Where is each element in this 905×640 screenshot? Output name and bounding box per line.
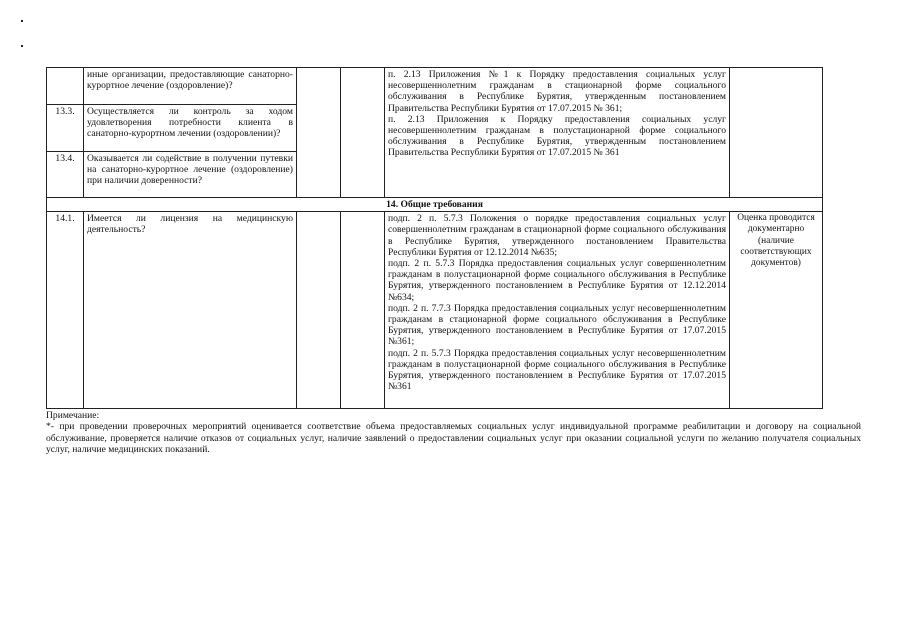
item-number: [47, 68, 84, 105]
question-cell: Оказывается ли содействие в получении путевки на санаторно-курортное лечение (оздоровление) при наличии доверенности?: [84, 152, 297, 198]
verdict-cell: [730, 68, 823, 198]
footnote-text: *- при проведении проверочных мероприятий оценивается соответствие объема предоставляемых социальных услуг индивидуальной программе реабилитации и договору на социальной обслуживание, проверяется наличие отказов от социальных услуг, наличие заявлений о предоставлении социальных услуг при оказании социальной услуги по желанию получателя социальных услуг, наличие медицинских показаний.: [46, 421, 861, 456]
basis-line: подп. 2 п. 5.7.3 Порядка предоставления социальных услуг совершеннолетним гражданам в полустационарной форме социального обслуживания в Республике Бурятия, утвержденного постановлением в Республике Бурятия от 12.12.2014 №634;: [388, 258, 726, 303]
scan-speck: [21, 45, 23, 47]
basis-line: подп. 2 п. 7.7.3 Порядка предоставления социальных услуг несовершеннолетним гражданам в стационарной форме социального обслуживания в Республике Бурятия, утвержденного постановлением в Республике Бурятия от 17.07.2015 №361;: [388, 302, 726, 348]
answer-no-cell: [341, 212, 385, 409]
question-cell: Осуществляется ли контроль за ходом удовлетворения потребности клиента в санаторно-курортном лечении (оздоровлении)?: [84, 105, 297, 152]
question-cell: иные организации, предоставляющие санаторно-курортное лечение (оздоровление)?: [84, 68, 297, 105]
question-cell: Имеется ли лицензия на медицинскую деятельность?: [84, 212, 297, 409]
basis-line: п. 2.13 Приложения №1 к Порядку предоставления социальных услуг несовершеннолетним гражданам в стационарной форме социального обслуживания в Республике Бурятия, утвержденным постановлением Правительства Республики Бурятия от 17.07.2015 № 361;: [388, 69, 726, 114]
item-number: 13.3.: [47, 105, 84, 152]
answer-yes-cell: [297, 212, 341, 409]
footnote: [46, 410, 861, 456]
legal-basis-cell: [385, 212, 730, 409]
verdict-cell: Оценка проводится документарно (наличие соответствующих документов): [730, 212, 823, 409]
answer-no-cell: [341, 68, 385, 198]
table-row: [47, 212, 823, 409]
answer-yes-cell: [297, 68, 341, 198]
item-number: 13.4.: [47, 152, 84, 198]
table-row: [47, 68, 823, 105]
legal-basis-cell: [385, 68, 730, 198]
requirements-table: [46, 67, 823, 409]
footnote-label: Примечание:: [46, 410, 100, 421]
section-header-row: [47, 198, 823, 212]
basis-line: подп. 2 п. 5.7.3 Положения о порядке предоставления социальных услуг совершеннолетним гражданам в стационарной форме социального обслуживания в Республике Бурятия, утвержденного постановлением Правительства Республики Бурятия от 12.12.2014 №635;: [388, 213, 726, 258]
item-number: 14.1.: [47, 212, 84, 409]
basis-line: п. 2.13 Приложения к Порядку предоставления социальных услуг несовершеннолетним гражданам в полустационарной форме социального обслуживания в Республике Бурятия, утвержденным постановлением Правительства Республики Бурятия от 17.07.2015 № 361: [388, 113, 726, 159]
section-title: 14. Общие требования: [47, 198, 823, 212]
basis-line: подп. 2 п. 5.7.3 Порядка предоставления социальных услуг несовершеннолетним гражданам в полустационарной форме социального обслуживания в Республике Бурятия, утвержденного постановлением в Республике Бурятия от 17.07.2015 №361: [388, 347, 726, 393]
scan-speck: [21, 20, 23, 22]
